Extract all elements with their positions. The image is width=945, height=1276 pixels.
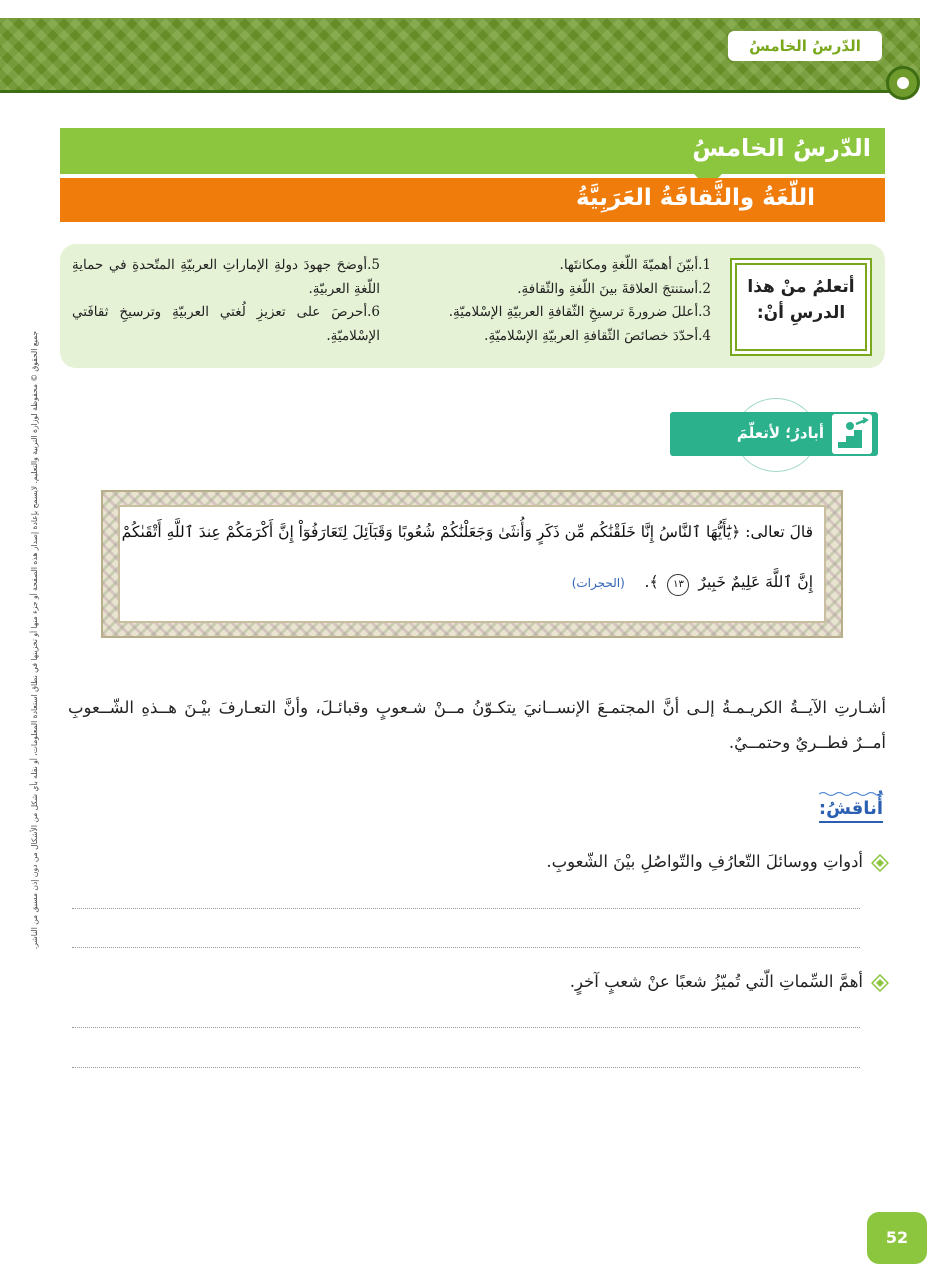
diamond-bullet-icon	[871, 854, 889, 872]
stairs-person-icon	[832, 414, 872, 454]
section-badge-label: أبادرُ؛ لأتعلّمَ	[736, 424, 824, 442]
copyright-note: جميع الحقوق © محفوظة لوزارة التربية والتعليم. لايسمح بإعادة إصدار هذه الصفحة أو جزء منها أو تخزينها في نطاق استعادة المعلومات، أو نقله بأي شكل من الأشكال من دون إذن مسبق من الناشر.	[30, 330, 39, 950]
objectives-badge-text: أتعلمُ منْ هذا الدرسِ أنْ:	[747, 277, 855, 323]
discussion-question: أهمَّ السِّماتِ الّتي تُميّزُ شعبًا عنْ شعبٍ آخرٍ.	[569, 972, 863, 991]
discuss-heading: أُناقشُ:	[819, 798, 883, 823]
verse-close: ﴾.	[644, 573, 659, 591]
explanation-paragraph: أشـارتِ الآيــةُ الكريـمـةُ إلـى أنَّ المجتمـعَ الإنســانيَ يتكـوّنُ مــنْ شـعوبٍ وقبائـلَ، وأنَّ التعـارفَ بيْـنَ هــذهِ الشّــعوبِ أمــرٌ فطــريٌ وحتمــيٌ.	[68, 698, 886, 752]
quran-verse-line-1: قالَ تعالى: ﴿يَٰٓأَيُّهَا ٱلنَّاسُ إِنَّا خَلَقْنَٰكُم مِّن ذَكَرٍ وَأُنثَىٰ وَجَعَلْنَٰكُمْ شُعُوبًا وَقَبَآئِلَ لِتَعَارَفُوٓاْ إِنَّ أَكْرَمَكُمْ عِندَ ٱللَّهِ أَتْقَىٰكُمْ	[121, 523, 813, 541]
objective-item: 6.أحرصَ على تعزيزِ لُغتي العربيّةِ وترسيخِ ثقافَتي الإسْلاميّةِ.	[72, 304, 380, 344]
objective-item: 4.أحدّدَ خصائصَ الثّقافةِ العربيّةِ الإسْلاميّةِ.	[484, 327, 711, 344]
banner-ring-ornament	[886, 66, 920, 100]
objective-item: 5.أوضحَ جهودَ دولةِ الإماراتِ العربيّةِ المتّحدةِ في حمايةِ اللّغةِ العربيّةِ.	[72, 257, 380, 297]
page-number: 52	[867, 1212, 927, 1264]
topic-title: اللّغَةُ والثَّقافَةُ العَرَبِيَّةُ	[575, 185, 815, 211]
objective-item: 2.أستنتجَ العلاقةَ بينَ اللّغةِ والثّقافةِ.	[517, 280, 711, 297]
answer-line[interactable]	[72, 1067, 860, 1068]
header-lesson-tab: الدّرسُ الخامسُ	[728, 31, 882, 61]
objectives-badge	[730, 258, 872, 356]
objective-item: 3.أعللَ ضرورةَ ترسيخِ الثّقافةِ العربيّةِ الإسْلاميّةِ.	[448, 304, 711, 320]
lesson-title-bar	[60, 128, 885, 174]
topic-title-bar	[60, 178, 885, 222]
verse-number: ١٣	[667, 574, 689, 596]
answer-line[interactable]	[72, 1027, 860, 1028]
quran-verse-line-2	[572, 573, 813, 596]
objectives-column-2	[72, 254, 380, 348]
objectives-column-1	[393, 254, 711, 348]
quran-verse-line-2-text: إِنَّ ٱللَّهَ عَلِيمٌ خَبِيرٌ	[698, 573, 813, 591]
diamond-bullet-icon	[871, 974, 889, 992]
discussion-question: أدواتِ ووسائلَ التّعارُفِ والتّواصُلِ بيْنَ الشّعوبِ.	[546, 852, 863, 871]
wave-ornament	[819, 791, 885, 797]
lesson-title: الدّرسُ الخامسُ	[692, 134, 871, 162]
verse-reference: (الحجرات)	[571, 576, 625, 590]
objective-item: 1.أبيّنَ أهميّةَ اللّغةِ ومكانتَها.	[559, 257, 711, 273]
answer-line[interactable]	[72, 908, 860, 909]
answer-line[interactable]	[72, 947, 860, 948]
